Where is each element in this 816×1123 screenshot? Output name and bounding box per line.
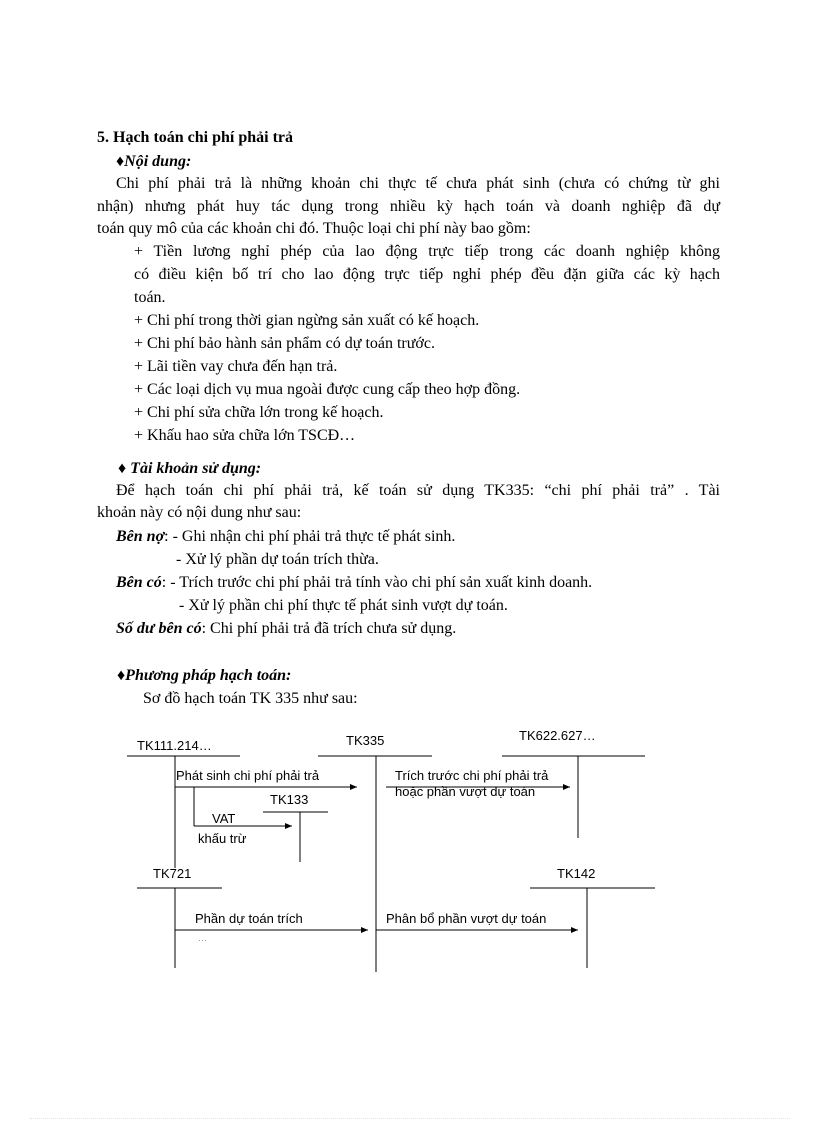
content-item5: + Các loại dịch vụ mua ngoài được cung cấp theo hợp đồng.	[134, 381, 521, 398]
credit-text1: : - Trích trước chi phí phải trả tính vào chi phí sản xuất kinh doanh.	[161, 574, 593, 591]
diamond-bullet-icon: ♦	[118, 460, 127, 477]
excess-text: Phần dự toán trích	[195, 911, 303, 926]
content-item1-line2: có điều kiện bố trí cho lao động trực tiếp nghỉ phép đều đặn giữa các kỳ hạch	[134, 266, 720, 283]
content-item2: + Chi phí trong thời gian ngừng sản xuất có kế hoạch.	[134, 312, 480, 329]
content-item3: + Chi phí bảo hành sản phẩm có dự toán trước.	[134, 335, 435, 352]
tk142-label: TK142	[557, 866, 596, 881]
vat-subtext: khấu trừ	[198, 831, 247, 846]
account-intro-line1: Để hạch toán chi phí phải trả, kế toán sử dụng TK335: “chi phí phải trả” . Tài	[116, 482, 720, 499]
content-item6: + Chi phí sửa chữa lớn trong kế hoạch.	[134, 404, 384, 421]
balance-label: Số dư bên có	[116, 620, 202, 637]
debit-line2: - Xử lý phần dự toán trích thừa.	[176, 551, 379, 568]
balance-text: : Chi phí phải trả đã trích chưa sử dụng.	[201, 620, 457, 637]
tk111-name: TK111.214	[137, 738, 199, 753]
tk111-label	[137, 738, 212, 754]
debit-text1: : - Ghi nhận chi phí phải trả thực tế phát sinh.	[164, 528, 456, 545]
tk111-dots: …	[198, 738, 212, 753]
credit-line2: - Xử lý phần chi phí thực tế phát sinh vượt dự toán.	[179, 597, 508, 614]
credit-label: Bên có	[116, 574, 162, 591]
section-title: 5. Hạch toán chi phí phải trả	[97, 129, 294, 146]
accrual-text: Trích trước chi phí phải trả hoặc phần vượt dự toán	[395, 768, 549, 799]
tk622-label	[519, 728, 596, 744]
tk133-label: TK133	[270, 792, 309, 807]
content-item4: + Lãi tiền vay chưa đến hạn trả.	[134, 358, 338, 375]
content-heading-label: Nội dung:	[124, 153, 192, 170]
method-heading-label: Phương pháp hạch toán:	[125, 667, 292, 684]
content-intro-line3: toán quy mô của các khoản chi đó. Thuộc loại chi phí này bao gồm:	[97, 220, 531, 237]
debit-label: Bên nợ	[116, 528, 165, 545]
vat-text: VAT	[212, 811, 236, 826]
tk622-name: TK622.627	[519, 728, 583, 743]
content-intro-line2: nhận) nhưng phát huy tác dụng trong nhiều kỳ hạch toán và doanh nghiệp đã dự	[97, 198, 720, 215]
allocate-text: Phân bổ phần vượt dự toán	[386, 911, 547, 926]
tk721-label: TK721	[153, 866, 192, 881]
content-item7: + Khấu hao sửa chữa lớn TSCĐ…	[134, 427, 356, 444]
account-intro-line2: khoản này có nội dung như sau:	[97, 504, 302, 521]
incurred-text: Phát sinh chi phí phải trả	[176, 768, 320, 783]
content-item1-line1: + Tiền lương nghỉ phép của lao động trực tiếp trong các doanh nghiệp không	[134, 243, 720, 260]
diamond-bullet-icon: ♦	[116, 153, 125, 170]
method-intro: Sơ đồ hạch toán TK 335 như sau:	[143, 690, 358, 707]
diamond-bullet-icon: ♦	[117, 667, 126, 684]
excess-text-tail: …	[198, 933, 207, 943]
content-intro-line1: Chi phí phải trả là những khoản chi thực tế chưa phát sinh (chưa có chứng từ ghi	[116, 175, 720, 192]
footer-divider	[30, 1118, 790, 1119]
tk622-dots: …	[582, 728, 596, 743]
account-heading-label: Tài khoản sử dụng:	[130, 460, 262, 477]
tk335-label: TK335	[346, 733, 385, 748]
content-item1-line3: toán.	[134, 289, 166, 306]
